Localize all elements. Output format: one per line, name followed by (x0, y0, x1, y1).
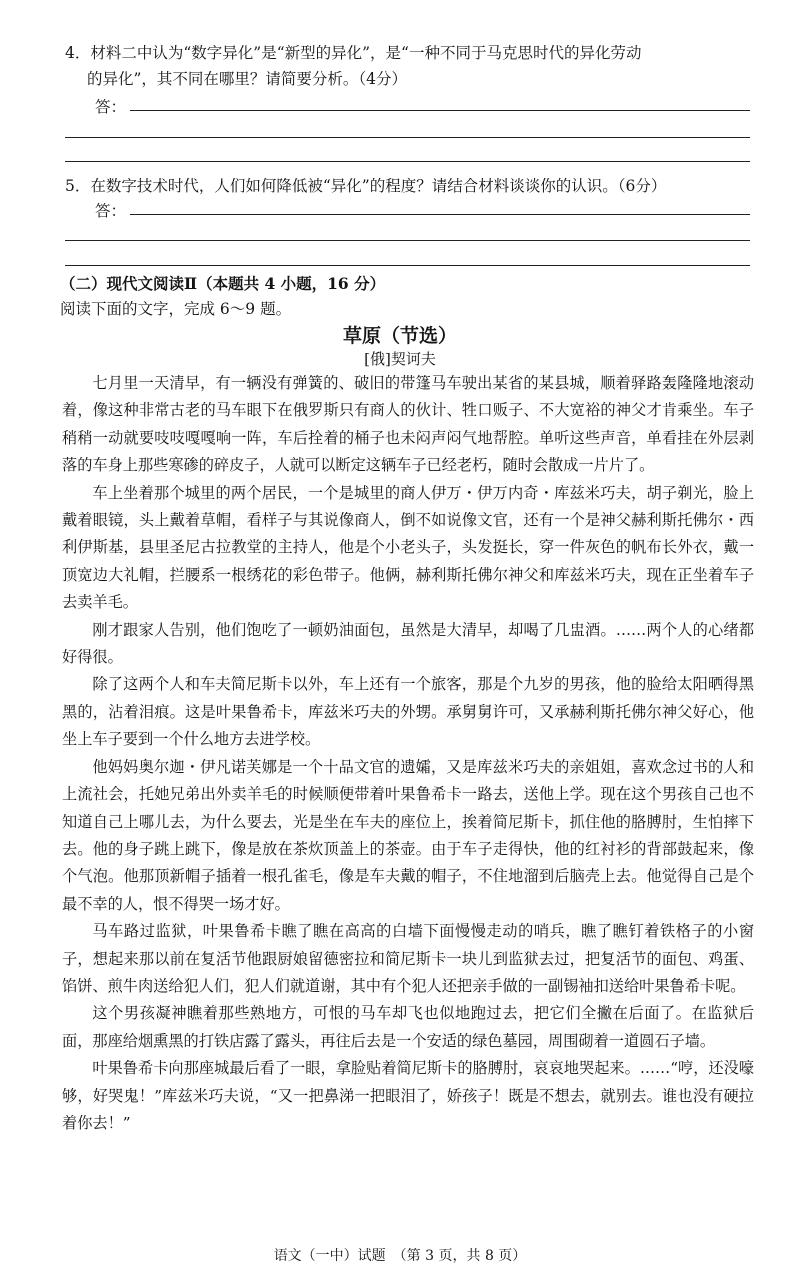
question-5 (65, 173, 755, 199)
answer-line[interactable] (65, 137, 750, 138)
article-paragraph: 这个男孩凝神瞧着那些熟地方，可恨的马车却飞也似地跑过去，把它们全撇在后面了。在监狱后面，那座给烟熏黑的打铁店露了露头，再往后去是一个安适的绿色墓园，周围砌着一道圆石子墙。 (62, 1004, 754, 1050)
article-paragraph: 除了这两个人和车夫简尼斯卡以外，车上还有一个旅客，那是个九岁的男孩，他的脸给太阳晒得黑黑的，沾着泪痕。这是叶果鲁希卡，库兹米巧夫的外甥。承舅舅许可，又承赫利斯托佛尔神父好心，他坐上车子要到一个什么地方去进学校。 (62, 675, 754, 749)
article-paragraph: 七月里一天清早，有一辆没有弹簧的、破旧的带篷马车驶出某省的某县城，顺着驿路轰隆隆地滚动着，像这种非常古老的马车眼下在俄罗斯只有商人的伙计、牲口贩子、不大宽裕的神父才肯乘坐。车子稍稍一动就要吱吱嘎嘎响一阵，车后拴着的桶子也未闷声闷气地帮腔。单听这些声音，单看挂在外层剥落的车身上那些寒碜的碎皮子，人就可以断定这辆车子已经老朽，随时会散成一片片了。 (62, 374, 754, 475)
answer-line[interactable] (130, 214, 750, 215)
answer-line[interactable] (65, 161, 750, 162)
question-4-line-2: 的异化”，其不同在哪里？请简要分析。（4分） (87, 70, 408, 88)
section-heading: （二）现代文阅读Ⅱ（本题共 4 小题，16 分） (60, 274, 386, 293)
question-4-answer-label: 答： (95, 98, 127, 116)
question-4-line-1: 4．材料二中认为“数字异化”是“新型的异化”，是“一种不同于马克思时代的异化劳动 (65, 44, 642, 62)
article-author: [俄]契诃夫 (364, 350, 436, 368)
answer-line[interactable] (65, 240, 750, 241)
article-title: 草原（节选） (342, 325, 457, 347)
question-5-line-1: 5．在数字技术时代，人们如何降低被“异化”的程度？请结合材料谈谈你的认识。（6分） (65, 177, 667, 195)
question-5-answer-label: 答： (95, 202, 127, 220)
article-paragraph: 叶果鲁希卡向那座城最后看了一眼，拿脸贴着简尼斯卡的胳膊肘，哀哀地哭起来。……“哼，还没嚎够，好哭鬼！”库兹米巧夫说，“又一把鼻涕一把眼泪了，娇孩子！既是不想去，就别去。谁也没有硬拉着你去！” (62, 1059, 754, 1132)
article-paragraph: 车上坐着那个城里的两个居民，一个是城里的商人伊万・伊万内奇・库兹米巧夫，胡子剃光，脸上戴着眼镜，头上戴着草帽，看样子与其说像商人，倒不如说像文官，还有一个是神父赫利斯托佛尔・西利伊斯基，县里圣尼古拉教堂的主持人，他是个小老头子，头发挺长，穿一件灰色的帆布长外衣，戴一顶宽边大礼帽，拦腰系一根绣花的彩色带子。他俩，赫利斯托佛尔神父和库兹米巧夫，现在正坐着车子去卖羊毛。 (62, 483, 754, 612)
question-4 (65, 40, 755, 92)
article-paragraph: 刚才跟家人告别，他们饱吃了一顿奶油面包，虽然是大清早，却喝了几盅酒。……两个人的心绪都好得很。 (62, 620, 754, 667)
article-paragraph: 他妈妈奥尔迦・伊凡诺芙娜是一个十品文官的遗孀，又是库兹米巧夫的亲姐姐，喜欢念过书的人和上流社会，托她兄弟出外卖羊毛的时候顺便带着叶果鲁希卡一路去，送他上学。现在这个男孩自己也不知道自己上哪儿去，为什么要去，光是坐在车夫的座位上，挨着简尼斯卡，抓住他的胳膊肘，生怕摔下去。他的身子跳上跳下，像是放在茶炊顶盖上的茶壶。由于车子走得快，他的红衬衫的背部鼓起来，像个气泡。他那顶新帽子插着一根孔雀毛，像是车夫戴的帽子，不住地溜到后脑壳上去。他觉得自己是个最不幸的人，恨不得哭一场才好。 (62, 757, 754, 913)
answer-line[interactable] (130, 110, 750, 111)
answer-line[interactable] (65, 265, 750, 266)
article-paragraph: 马车路过监狱，叶果鲁希卡瞧了瞧在高高的白墙下面慢慢走动的哨兵，瞧了瞧钉着铁格子的小窗子，想起来那以前在复活节他跟厨娘留德密拉和简尼斯卡一块儿到监狱去过，把复活节的面包、鸡蛋、馅饼、煎牛肉送给犯人们，犯人们就道谢，其中有个犯人还把亲手做的一副锡袖扣送给叶果鲁希卡呢。 (62, 922, 754, 995)
page-footer: 语文（一中）试题 （第 3 页，共 8 页） (273, 1248, 527, 1264)
section-instruction: 阅读下面的文字，完成 6～9 题。 (60, 300, 292, 318)
article-body (62, 370, 754, 1137)
